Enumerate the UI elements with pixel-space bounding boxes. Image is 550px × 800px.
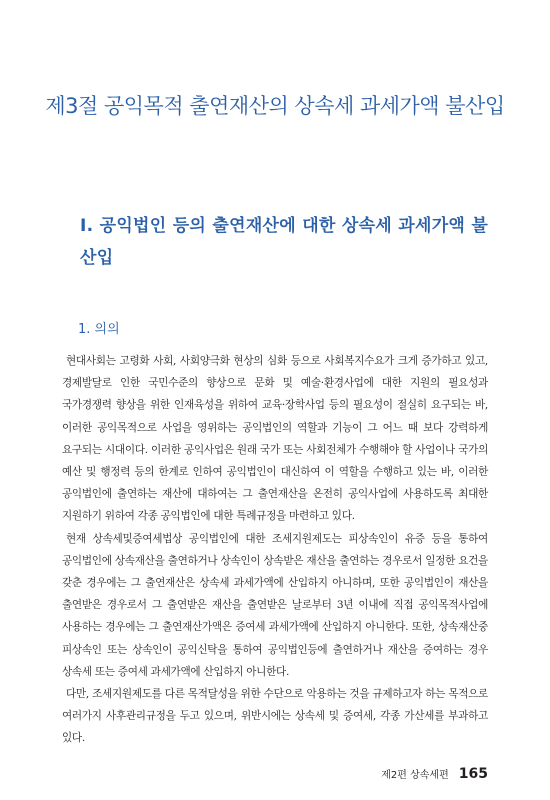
section-title: Ⅰ. 공익법인 등의 출연재산에 대한 상속세 과세가액 불산입: [80, 216, 489, 268]
chapter-title: 제3절 공익목적 출연재산의 상속세 과세가액 불산입: [45, 94, 505, 118]
paragraph-3: 다만, 조세지원제도를 다른 목적달성을 위한 수단으로 악용하는 것을 규제하고자 하는 목적으로 여러가지 사후관리규정을 두고 있으며, 위반시에는 상속세 및 증여세, 각종 가산세를 부과하고 있다.: [62, 688, 488, 745]
page-number: 165: [458, 766, 488, 782]
paragraph-2: 현재 상속세및증여세법상 공익법인에 대한 조세지원제도는 피상속인이 유증 등을 통하여 공익법인에 상속재산을 출연하거나 상속인이 상속받은 재산을 출연하는 경우로서 일정한 요건을 갖춘 경우에는 그 출연재산은 상속세 과세가액에 산입하지 아니하며, 또한 공익법인이 재산을 출연받은 경우로서 그 출연받은 재산을 출연받은 날로부터 3년 이내에 직접 공익목적사업에 사용하는 경우에는 그 출연재산가액은 증여세 과세가액에 산입하지 아니한다. 또한, 상속재산중 피상속인 또는 상속인이 공익신탁을 통하여 공익법인등에 출연하거나 재산을 증여하는 경우 상속세 또는 증여세 과세가액에 산입하지 아니한다.: [62, 532, 488, 678]
paragraph-1: 현대사회는 고령화 사회, 사회양극화 현상의 심화 등으로 사회복지수요가 크게 증가하고 있고, 경제발달로 인한 국민수준의 향상으로 문화 및 예술·환경사업에 대한 지원의 필요성과 국가경쟁력 향상을 위한 인재육성을 위하여 교육·장학사업 등의 필요성이 절실히 요구되는 바, 이러한 공익목적으로 사업을 영위하는 공익법인의 역할과 기능이 그 어느 때 보다 강력하게 요구되는 시대이다. 이러한 공익사업은 원래 국가 또는 사회전체가 수행해야 할 사업이나 국가의 예산 및 행정력 등의 한계로 인하여 공익법인이 대신하여 이 역할을 수행하고 있는 바, 이러한 공익법인에 출연하는 재산에 대하여는 그 출연재산을 온전히 공익사업에 사용하도록 최대한 지원하기 위하여 각종 공익법인에 대한 특례규정을 마련하고 있다.: [62, 355, 488, 523]
page-footer: [381, 766, 488, 782]
body-text: [62, 350, 488, 750]
footer-part-label: 제2편 상속세편: [381, 770, 449, 781]
subsection-title: 1. 의의: [78, 322, 120, 337]
